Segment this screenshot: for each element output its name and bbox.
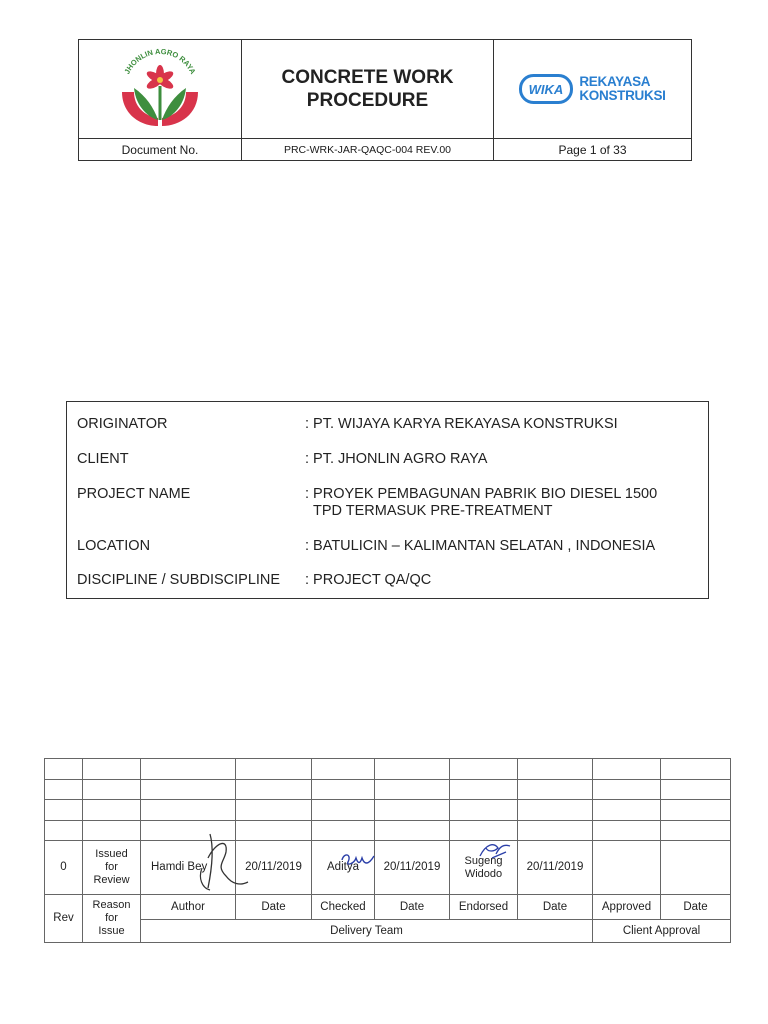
client-approval-label: Client Approval [593,920,731,943]
approved-date [661,841,731,895]
info-value: : BATULICIN – KALIMANTAN SELATAN , INDONESIA [305,538,656,554]
info-value: : PT. WIJAYA KARYA REKAYASA KONSTRUKSI [305,416,618,432]
info-value [305,486,698,520]
info-value: : PT. JHONLIN AGRO RAYA [305,451,488,467]
rev-number: 0 [45,841,83,895]
table-row [45,779,731,800]
header-reason: Reason for Issue [83,894,141,942]
brand-line-2: KONSTRUKSI [579,88,666,103]
info-label: ORIGINATOR [77,416,168,432]
project-info-box [66,401,709,599]
table-row [45,820,731,841]
revision-table [44,758,731,943]
contractor-logo-cell [494,40,691,138]
title-cell [242,40,494,138]
endorsed-date: 20/11/2019 [518,841,593,895]
header-author: Author [141,894,236,919]
info-label: PROJECT NAME [77,486,191,502]
author-date: 20/11/2019 [236,841,312,895]
jhonlin-agro-raya-logo-icon [110,48,210,130]
header-date: Date [518,894,593,919]
group-row [45,920,731,943]
checked-date: 20/11/2019 [375,841,450,895]
checked-name: Aditya [312,841,375,895]
info-value: : PROJECT QA/QC [305,572,432,588]
document-no-value: PRC-WRK-JAR-QAQC-004 REV.00 [242,139,494,161]
brand-line-1: REKAYASA [579,74,651,89]
header-bottom-row [79,139,691,161]
brand-name [579,75,665,103]
wika-logo-icon [519,74,573,104]
approved-name [593,841,661,895]
table-row [45,800,731,821]
info-row-location [77,538,698,555]
info-value-line-1: : PROYEK PEMBAGUNAN PABRIK BIO DIESEL 1500 [305,486,658,502]
wika-rekayasa-logo [519,74,665,104]
document-no-label: Document No. [79,139,242,161]
info-label: DISCIPLINE / SUBDISCIPLINE [77,572,281,588]
svg-text:WIKA: WIKA [529,82,564,97]
header-row [45,894,731,919]
info-label: CLIENT [77,451,129,467]
author-name: Hamdi Bey [141,841,236,895]
info-label: LOCATION [77,538,151,554]
header-date: Date [236,894,312,919]
header-top-row [79,40,691,139]
client-logo-cell [79,40,242,138]
header-rev: Rev [45,894,83,942]
info-row-discipline [77,572,698,589]
header-date: Date [375,894,450,919]
revision-entry-row [45,841,731,895]
delivery-team-label: Delivery Team [141,920,593,943]
info-row-originator [77,416,698,433]
svg-text:JHONLIN AGRO RAYA: JHONLIN AGRO RAYA [122,48,198,76]
header-approved: Approved [593,894,661,919]
info-row-project-name [77,486,698,520]
reason-for-issue: Issued for Review [83,841,141,895]
document-title: CONCRETE WORK PROCEDURE [281,67,454,111]
info-value-line-2: TPD TERMASUK PRE-TREATMENT [313,503,553,519]
table-row [45,759,731,780]
info-row-client [77,451,698,468]
header-checked: Checked [312,894,375,919]
header-date: Date [661,894,731,919]
page-number: Page 1 of 33 [558,143,627,157]
header-endorsed: Endorsed [450,894,518,919]
document-header [78,39,692,161]
endorsed-name: Sugeng Widodo [450,841,518,895]
